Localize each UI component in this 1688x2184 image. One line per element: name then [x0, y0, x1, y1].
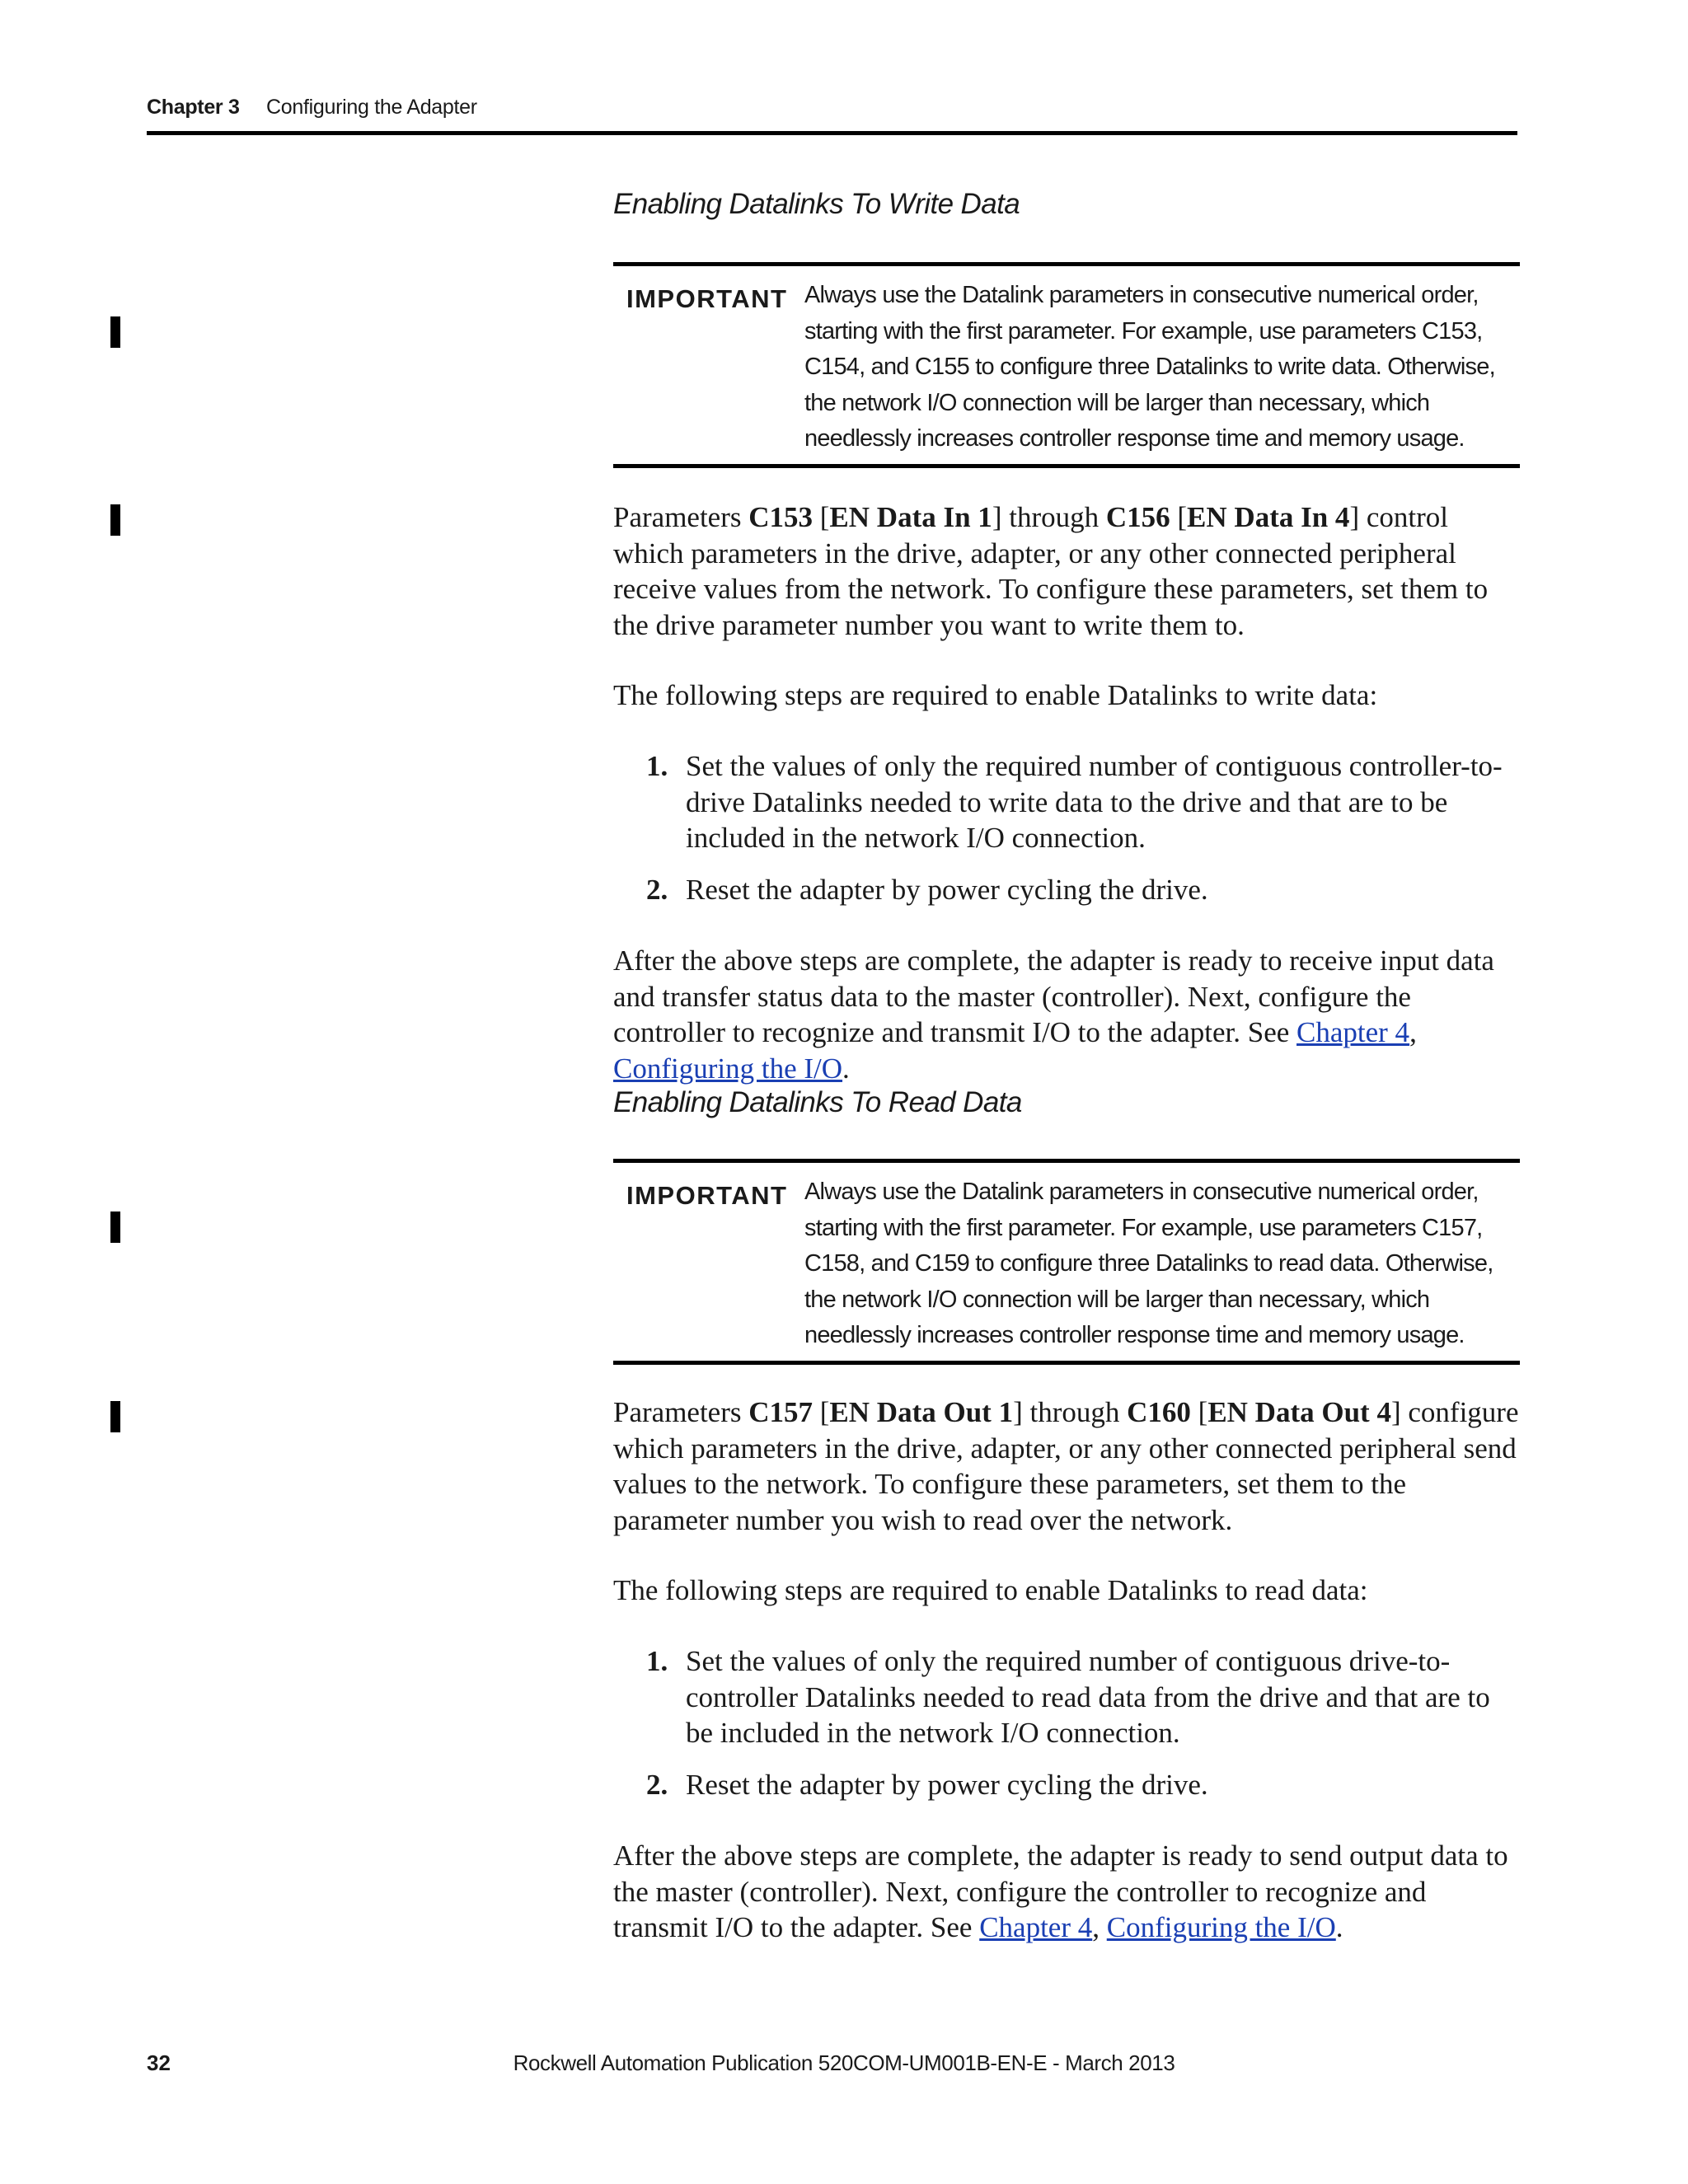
write-after-paragraph	[613, 943, 1520, 1086]
para-text: through	[1022, 1396, 1128, 1428]
important-text: Always use the Datalink parameters in consecutive numerical order, starting with the first parameter. For example, use parameters C153, C154, and C155 to configure three Datalinks to write data. Otherwise, the network I/O connection will be larger than necessary, which needlessly increases controller response time and memory usage.	[804, 282, 1495, 452]
step-number: 1.	[646, 750, 668, 782]
configuring-io-link[interactable]: Configuring the I/O	[613, 1052, 843, 1085]
para-text: .	[1335, 1911, 1343, 1943]
important-text: Always use the Datalink parameters in consecutive numerical order, starting with the first parameter. For example, use parameters C157, C158, and C159 to configure three Datalinks to read data. Otherwise, the network I/O connection will be larger than necessary, which needlessly increases controller response time and memory usage.	[804, 1179, 1493, 1348]
list-item	[646, 1767, 1520, 1803]
list-item	[646, 1643, 1520, 1751]
step-text: Reset the adapter by power cycling the drive.	[686, 874, 1208, 906]
write-steps-intro: The following steps are required to enable Datalinks to write data:	[613, 679, 1378, 711]
read-params-paragraph: Parameters C157 [EN Data Out 1] through C160 [EN Data Out 4] configure which parameters in the drive, adapter, or any other connected peripheral send values to the network. To configure these parameters, set them to the parameter number you wish to read over the network.	[613, 1396, 1519, 1536]
change-bar	[110, 1212, 120, 1243]
param-code: C156	[1105, 501, 1170, 533]
list-item	[646, 872, 1520, 908]
write-params-paragraph: Parameters C153 [EN Data In 1] through C156 [EN Data In 4] control which parameters in the drive, adapter, or any other connected peripheral receive values from the network. To configure these parameters, set them to the drive parameter number you want to write them to.	[613, 501, 1489, 641]
page-header	[147, 89, 1517, 135]
header-chapter: Chapter 3	[147, 96, 240, 119]
configuring-io-link[interactable]: Configuring the I/O	[1106, 1911, 1336, 1943]
change-bar	[110, 316, 120, 348]
para-text: configure which parameters in the drive, adapter, or any other connected peripheral send values to the network. To configure these parameters, set them to the parameter number you wish to read over the network.	[613, 1396, 1519, 1536]
param-name: EN Data In 4	[1187, 501, 1350, 533]
list-item	[646, 748, 1520, 856]
section-heading-read: Enabling Datalinks To Read Data	[613, 1086, 1022, 1118]
param-name: EN Data In 1	[829, 501, 992, 533]
read-after-paragraph	[613, 1838, 1520, 1946]
chapter-4-link[interactable]: Chapter 4	[979, 1911, 1093, 1943]
para-text: Parameters	[613, 1396, 749, 1428]
change-bar	[110, 1401, 120, 1432]
section-heading-write: Enabling Datalinks To Write Data	[613, 188, 1020, 220]
important-label: IMPORTANT	[626, 284, 788, 313]
step-text: Set the values of only the required number of contiguous drive-to-controller Datalinks needed to read data from the drive and that are to be included in the network I/O connection.	[686, 1645, 1490, 1749]
important-label: IMPORTANT	[626, 1181, 788, 1210]
change-bar	[110, 504, 120, 536]
para-text: After the above steps are complete, the adapter is ready to send output data to the master (controller). Next, configure the controller to recognize and transmit I/O to the adapter. See	[613, 1840, 1508, 1943]
important-box-read	[613, 1159, 1520, 1365]
para-text: ,	[1092, 1911, 1107, 1943]
para-text: Parameters	[613, 501, 749, 533]
param-code: C153	[748, 501, 814, 533]
step-number: 1.	[646, 1645, 668, 1677]
chapter-4-link[interactable]: Chapter 4	[1296, 1016, 1410, 1048]
page-number: 32	[147, 2050, 171, 2075]
para-text: .	[842, 1052, 850, 1085]
param-code: C160	[1127, 1396, 1191, 1428]
param-name: EN Data Out 1	[829, 1396, 1014, 1428]
param-name: EN Data Out 4	[1207, 1396, 1391, 1428]
param-code: C157	[748, 1396, 814, 1428]
publication-info: Rockwell Automation Publication 520COM-UM001B-EN-E - March 2013	[513, 2050, 1175, 2075]
important-box-write	[613, 262, 1520, 468]
header-rule	[147, 131, 1517, 135]
para-text: through	[1001, 501, 1106, 533]
step-number: 2.	[646, 874, 668, 906]
para-text: After the above steps are complete, the adapter is ready to receive input data and transfer status data to the master (controller). Next, configure the controller to recognize and transmit I/O to the adapter. See	[613, 944, 1494, 1048]
step-text: Reset the adapter by power cycling the drive.	[686, 1769, 1208, 1801]
step-number: 2.	[646, 1769, 668, 1801]
header-title: Configuring the Adapter	[266, 96, 477, 119]
read-steps-intro: The following steps are required to enable Datalinks to read data:	[613, 1574, 1368, 1606]
para-text: control which parameters in the drive, adapter, or any other connected peripheral receive values from the network. To configure these parameters, set them to the drive parameter number you want to write them to.	[613, 501, 1489, 641]
step-text: Set the values of only the required number of contiguous controller-to-drive Datalinks needed to write data to the drive and that are to be included in the network I/O connection.	[686, 750, 1503, 854]
para-text: ,	[1409, 1016, 1417, 1048]
